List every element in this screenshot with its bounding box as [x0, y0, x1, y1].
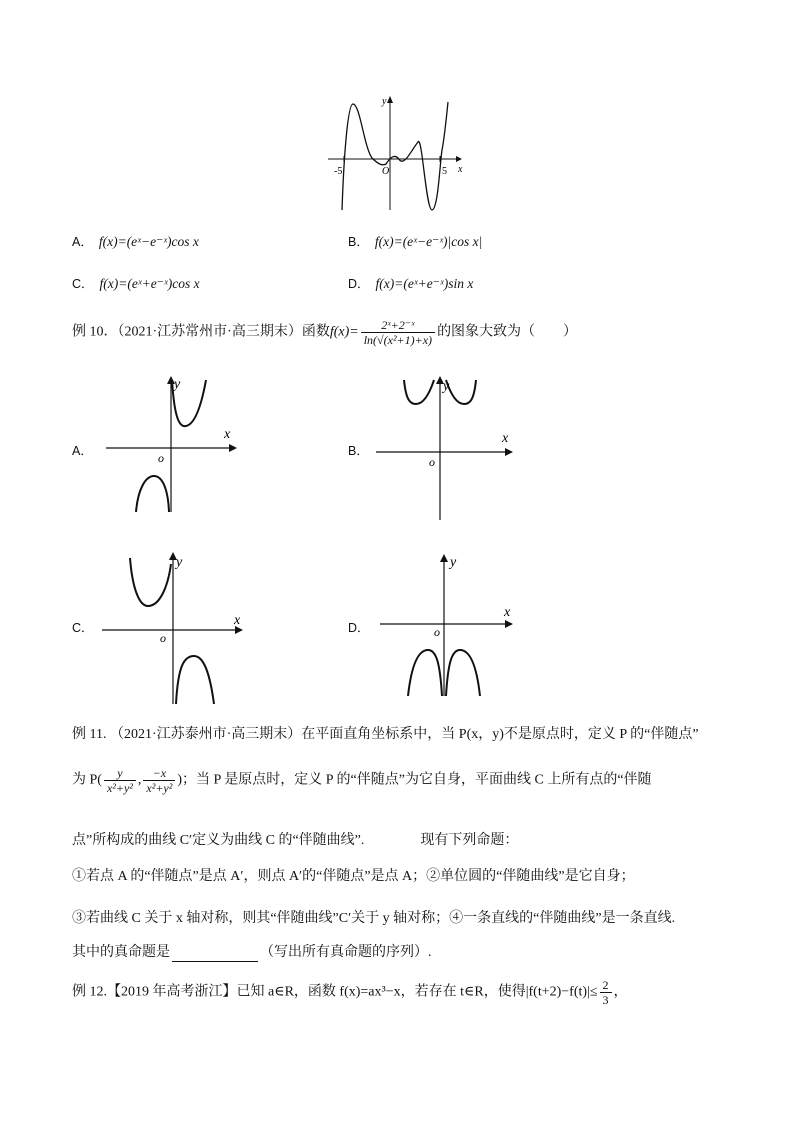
q11-frac2-den: x²+y² [146, 781, 173, 795]
q9-option-a[interactable] [72, 232, 199, 250]
y-label: y [450, 555, 457, 570]
q12-text: 例 12.【2019 年高考浙江】已知 a∈R，函数 f(x)=ax³−x，若存在 t∈R，使得|f(t+2)−f(t)|≤ [72, 984, 598, 1000]
q10-denominator: ln(√(x²+1)+x) [363, 333, 433, 347]
q10-graph-b-label[interactable]: B． [348, 444, 369, 458]
y-label: y [174, 377, 181, 392]
q11-frac-2 [143, 766, 175, 795]
origin-label: o [158, 451, 164, 465]
x-label: x [502, 431, 509, 446]
q11-line-2 [72, 766, 652, 795]
q11-line-1: 例 11. （2021·江苏泰州市·高三期末）在平面直角坐标系中，当 P(x，y)不是原点时，定义 P 的“伴随点” [72, 727, 699, 742]
origin-label: O [382, 166, 390, 177]
origin-label: o [434, 625, 440, 639]
q11-line-5: ③若曲线 C 关于 x 轴对称，则其“伴随曲线”C′关于 y 轴对称；④一条直线的“伴随曲线”是一条直线. [72, 911, 676, 926]
q10-func-lhs: f(x)= [329, 324, 359, 340]
y-label: y [176, 555, 183, 570]
option-label: A． [72, 235, 93, 249]
option-formula: f(x)=(eˣ−e⁻ˣ)cos x [98, 234, 199, 249]
curve-right [176, 656, 214, 704]
q12-suffix: ， [613, 984, 628, 1000]
option-formula: f(x)=(eˣ+e⁻ˣ)sin x [375, 276, 474, 291]
q11-frac-1 [104, 766, 136, 795]
q10-graph-a-label[interactable]: A． [72, 444, 93, 458]
q9-option-b[interactable] [348, 232, 482, 250]
curve-right [446, 380, 476, 404]
origin-label: o [160, 631, 166, 645]
q9-option-c[interactable] [72, 274, 200, 292]
x-axis-label: x [458, 164, 463, 175]
q11-line2-prefix: 为 P( [72, 772, 102, 788]
q11-line6-suffix: （写出所有真命题的序列）. [260, 945, 432, 960]
q10-graph-d[interactable] [378, 550, 520, 698]
q10-graph-c-label[interactable]: C． [72, 621, 94, 635]
q12-frac-num: 2 [600, 978, 612, 993]
q10-prefix: 例 10．（2021·江苏常州市·高三期末）函数 [72, 324, 330, 340]
option-label: C． [72, 277, 94, 291]
x-axis-arrow [456, 156, 462, 162]
q9-function-graph [322, 92, 472, 220]
y-label: y [443, 379, 450, 394]
q10-suffix: 的图象大致为（ ） [437, 324, 578, 340]
option-label: B． [348, 235, 369, 249]
y-axis-label: y [382, 96, 387, 107]
q11-line-4: ①若点 A 的“伴随点”是点 A′，则点 A′的“伴随点”是点 A；②单位圆的“伴随曲线”是它自身； [72, 869, 635, 884]
q12-fraction [600, 978, 612, 1007]
q10-fraction [361, 318, 435, 347]
option-label: D． [348, 277, 370, 291]
q10-graph-c[interactable] [100, 550, 250, 706]
answer-blank[interactable] [172, 947, 258, 962]
q11-frac1-num: y [104, 766, 136, 781]
q12-frac-den: 3 [602, 993, 609, 1007]
tick-label-neg5: -5 [334, 166, 343, 177]
curve-left [136, 476, 169, 512]
option-formula: f(x)=(eˣ+e⁻ˣ)cos x [99, 276, 200, 291]
q10-graph-a[interactable] [100, 372, 242, 514]
q11-comma: , [137, 772, 142, 788]
q11-line6-prefix: 其中的真命题是 [72, 945, 170, 960]
q10-stem [72, 318, 577, 347]
x-axis-arrow [505, 448, 513, 456]
curve-right [446, 650, 480, 696]
q11-frac1-den: x²+y² [106, 781, 133, 795]
x-axis-arrow [229, 444, 237, 452]
x-label: x [224, 427, 231, 442]
curve-left [130, 558, 171, 606]
function-curve [342, 102, 448, 210]
x-label: x [234, 613, 241, 628]
y-axis-arrow [387, 96, 393, 103]
q11-line2-suffix: )；当 P 是原点时，定义 P 的“伴随点”为它自身，平面曲线 C 上所有点的“伴随 [177, 772, 652, 788]
x-axis-arrow [505, 620, 513, 628]
x-label: x [504, 605, 511, 620]
curve-left [404, 380, 434, 404]
q11-frac2-num: −x [143, 766, 175, 781]
curve-left [408, 650, 442, 696]
q11-line-3: 点”所构成的曲线 C′定义为曲线 C 的“伴随曲线”. 现有下列命题： [72, 833, 519, 848]
q9-option-d[interactable] [348, 274, 473, 292]
origin-label: o [429, 455, 435, 469]
q10-graph-d-label[interactable]: D． [348, 621, 370, 635]
q11-line-6 [72, 944, 432, 962]
option-formula: f(x)=(eˣ−e⁻ˣ)|cos x| [374, 234, 483, 249]
q12-stem [72, 978, 628, 1007]
y-axis-arrow [440, 554, 448, 562]
q10-graph-b[interactable] [372, 372, 522, 522]
tick-label-pos5: 5 [442, 166, 447, 177]
q10-numerator: 2ˣ+2⁻ˣ [361, 318, 435, 333]
